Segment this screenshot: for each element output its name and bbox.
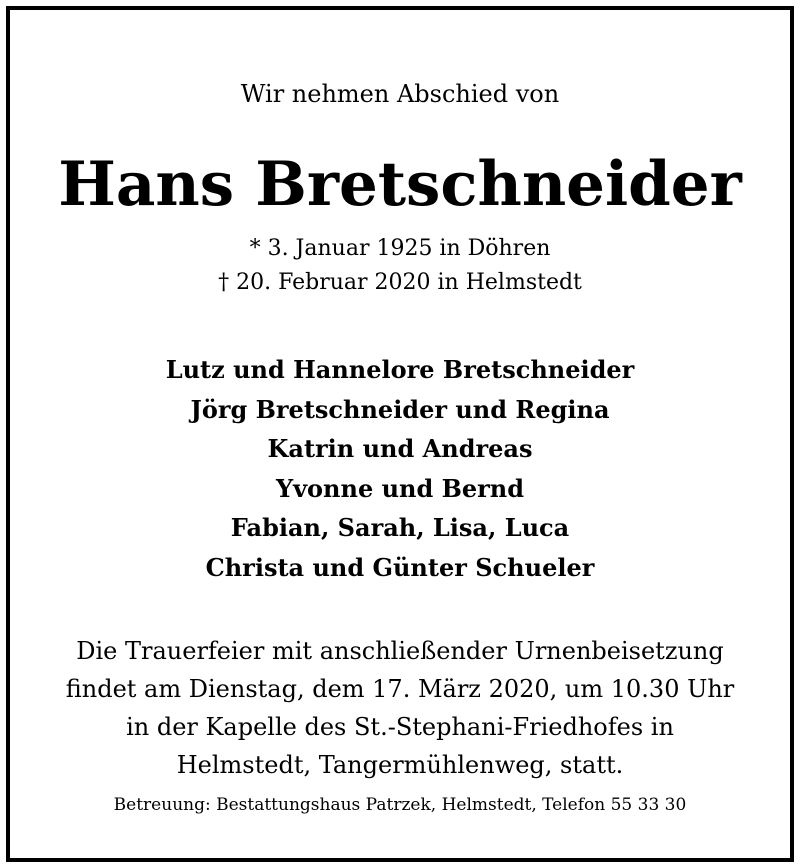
mourners-list [0, 350, 800, 587]
mourner-line: Yvonne und Bernd [275, 473, 525, 503]
intro-text: Wir nehmen Abschied von [240, 80, 560, 108]
ceremony-line: findet am Dienstag, dem 17. März 2020, um 10.30 Uhr [65, 675, 735, 703]
ceremony-line: in der Kapelle des St.-Stephani-Friedhofes in [126, 713, 674, 741]
mourner-line: Jörg Bretschneider und Regina [190, 394, 610, 424]
death-date: † 20. Februar 2020 in Helmstedt [218, 270, 582, 295]
birth-date: * 3. Januar 1925 in Döhren [249, 236, 551, 261]
ceremony-line: Die Trauerfeier mit anschließender Urnenbeisetzung [76, 637, 724, 665]
ceremony-line: Helmstedt, Tangermühlenweg, statt. [176, 751, 624, 779]
funeral-home-footer: Betreuung: Bestattungshaus Patrzek, Helmstedt, Telefon 55 33 30 [113, 795, 687, 815]
ceremony-details [0, 632, 800, 784]
deceased-name: Hans Bretschneider [58, 149, 742, 220]
life-dates [0, 232, 800, 300]
mourner-line: Fabian, Sarah, Lisa, Luca [230, 513, 570, 542]
mourner-line: Lutz und Hannelore Bretschneider [165, 355, 635, 384]
mourner-line: Katrin und Andreas [267, 434, 533, 463]
mourner-line: Christa und Günter Schueler [205, 552, 595, 582]
